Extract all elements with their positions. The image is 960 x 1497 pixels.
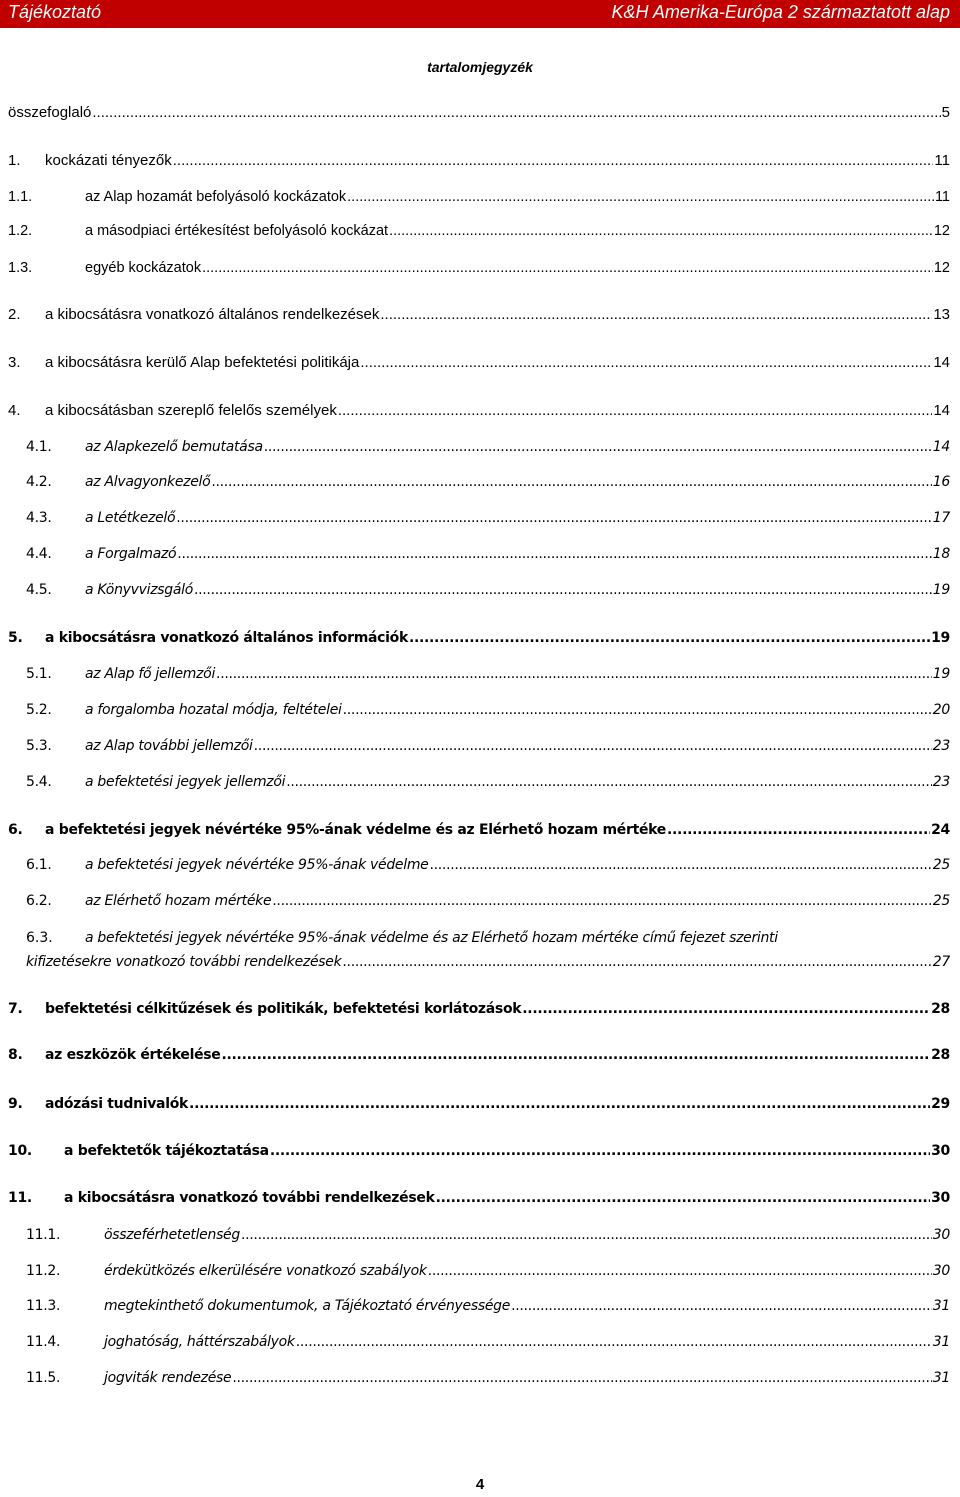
toc-entry-number: 4.2. bbox=[26, 474, 52, 490]
toc-entry-text: az Alap hozamát befolyásoló kockázatok bbox=[85, 189, 347, 205]
toc-entry-text: az eszközök értékelése bbox=[45, 1047, 221, 1063]
toc-entry-number: 11.2. bbox=[26, 1263, 61, 1279]
toc-entry-text: az Alapkezelő bemutatása bbox=[85, 439, 263, 455]
toc-entry-number: 1.1. bbox=[8, 189, 33, 205]
toc-entry-5-2[interactable] bbox=[26, 700, 950, 720]
leader-dots bbox=[92, 103, 940, 123]
toc-entry-text: összefoglaló bbox=[8, 104, 92, 121]
toc-entry-text: a másodpiaci értékesítést befolyásoló kockázat bbox=[85, 223, 389, 239]
leader-dots bbox=[189, 1094, 930, 1114]
leader-dots bbox=[232, 1368, 931, 1388]
leader-dots bbox=[380, 305, 932, 325]
toc-entry-page: 11 bbox=[934, 152, 950, 169]
toc-entry-number: 11.5. bbox=[26, 1370, 61, 1386]
toc-entry-number: 6.2. bbox=[26, 893, 52, 909]
toc-entry-page: 29 bbox=[931, 1096, 950, 1112]
toc-entry-page: 25 bbox=[932, 893, 950, 909]
toc-entry-text: összeférhetetlenség bbox=[104, 1227, 240, 1243]
leader-dots bbox=[194, 580, 932, 600]
toc-entry-text: a befektetési jegyek névértéke 95%-ának védelme és az Elérhető hozam mértéke bbox=[45, 822, 667, 838]
toc-entry-page: 12 bbox=[933, 223, 950, 239]
toc-entry-11-5[interactable] bbox=[26, 1368, 950, 1388]
leader-dots bbox=[296, 1332, 932, 1352]
leader-dots bbox=[241, 1225, 932, 1245]
toc-entry-page: 13 bbox=[933, 306, 950, 323]
leader-dots bbox=[286, 772, 932, 792]
toc-entry-1[interactable] bbox=[8, 151, 950, 171]
toc-entry-10[interactable] bbox=[8, 1141, 950, 1161]
toc-entry-number: 5.4. bbox=[26, 774, 52, 790]
leader-dots bbox=[522, 999, 930, 1019]
leader-dots bbox=[342, 952, 931, 972]
toc-entry-page: 18 bbox=[932, 546, 950, 562]
toc-heading: tartalomjegyzék bbox=[427, 59, 533, 75]
toc-entry-number: 1.3. bbox=[8, 260, 33, 276]
toc-entry-3[interactable] bbox=[8, 353, 950, 373]
toc-entry-page: 30 bbox=[932, 1227, 950, 1243]
toc-entry-text: a Forgalmazó bbox=[85, 546, 177, 562]
toc-entry-4-5[interactable] bbox=[26, 580, 950, 600]
toc-entry-text[interactable]: a befektetési jegyek névértéke 95%-ának védelme és az Elérhető hozam mértéke című fejezet szerinti bbox=[85, 930, 778, 946]
toc-entry-number: 6.3. bbox=[26, 930, 53, 946]
toc-entry-number: 3. bbox=[8, 354, 21, 371]
toc-entry-number: 6.1. bbox=[26, 857, 52, 873]
toc-entry-text: a Könyvvizsgáló bbox=[85, 582, 193, 598]
toc-entry-1-1[interactable] bbox=[8, 187, 950, 207]
toc-entry-6-3[interactable] bbox=[26, 952, 950, 972]
toc-entry-page: 16 bbox=[932, 474, 950, 490]
toc-entry-text: kockázati tényezők bbox=[45, 152, 172, 169]
toc-entry-page: 11 bbox=[934, 189, 950, 205]
toc-entry-page: 19 bbox=[932, 666, 950, 682]
toc-entry-5-3[interactable] bbox=[26, 736, 950, 756]
toc-entry-text: az Alvagyonkezelő bbox=[85, 474, 211, 490]
leader-dots bbox=[216, 664, 932, 684]
toc-entry-page: 14 bbox=[932, 439, 950, 455]
toc-entry-text-continued: kifizetésekre vonatkozó további rendelkezések bbox=[26, 954, 342, 970]
leader-dots bbox=[667, 820, 930, 840]
toc-entry-page: 31 bbox=[932, 1298, 950, 1314]
toc-entry-number: 11. bbox=[8, 1190, 32, 1206]
toc-entry-page: 25 bbox=[932, 857, 950, 873]
toc-entry-6-1[interactable] bbox=[26, 855, 950, 875]
toc-entry-number: 1. bbox=[8, 152, 21, 169]
toc-entry-text: a kibocsátásra vonatkozó általános információk bbox=[45, 630, 408, 646]
toc-entry-number: 11.3. bbox=[26, 1298, 61, 1314]
toc-entry-page: 28 bbox=[931, 1047, 950, 1063]
toc-entry-text: jogviták rendezése bbox=[104, 1370, 232, 1386]
toc-entry-number: 5. bbox=[8, 630, 23, 646]
toc-entry-page: 31 bbox=[932, 1334, 950, 1350]
toc-entry-1-3[interactable] bbox=[8, 258, 950, 278]
leader-dots bbox=[428, 1261, 932, 1281]
toc-entry-number: 5.2. bbox=[26, 702, 52, 718]
leader-dots bbox=[222, 1045, 931, 1065]
toc-entry-8[interactable] bbox=[8, 1045, 950, 1065]
toc-entry-page: 30 bbox=[932, 1263, 950, 1279]
leader-dots bbox=[173, 151, 934, 171]
toc-entry-6[interactable] bbox=[8, 820, 950, 840]
leader-dots bbox=[272, 891, 932, 911]
toc-entry-page: 24 bbox=[931, 822, 950, 838]
toc-entry-text: a kibocsátásra kerülő Alap befektetési politikája bbox=[45, 354, 360, 371]
leader-dots bbox=[360, 353, 932, 373]
toc-entry-number: 4.3. bbox=[26, 510, 52, 526]
toc-entry-1-2[interactable] bbox=[8, 221, 950, 241]
toc-entry-number: 4.5. bbox=[26, 582, 52, 598]
leader-dots bbox=[202, 258, 933, 278]
toc-entry-text: a kibocsátásra vonatkozó további rendelkezések bbox=[64, 1190, 435, 1206]
toc-entry-page: 14 bbox=[933, 402, 950, 419]
header-fund-name: K&H Amerika-Európa 2 származtatott alap bbox=[611, 2, 950, 22]
toc-entry-page: 19 bbox=[932, 582, 950, 598]
toc-entry-text: a kibocsátásra vonatkozó általános rendelkezések bbox=[45, 306, 380, 323]
toc-entry-page: 5 bbox=[941, 104, 950, 121]
toc-entry-number: 5.1. bbox=[26, 666, 52, 682]
toc-entry-text: egyéb kockázatok bbox=[85, 260, 202, 276]
leader-dots bbox=[264, 437, 932, 457]
toc-entry-5[interactable] bbox=[8, 628, 950, 648]
toc-entry-5-4[interactable] bbox=[26, 772, 950, 792]
toc-entry-page: 31 bbox=[932, 1370, 950, 1386]
toc-entry-number: 9. bbox=[8, 1096, 23, 1112]
toc-entry-text: megtekinthető dokumentumok, a Tájékoztató érvényessége bbox=[104, 1298, 511, 1314]
toc-entry-number: 6. bbox=[8, 822, 23, 838]
toc-entry-4-4[interactable] bbox=[26, 544, 950, 564]
toc-entry-4-3[interactable] bbox=[26, 508, 950, 528]
toc-entry-page: 20 bbox=[932, 702, 950, 718]
toc-entry-text: az Elérhető hozam mértéke bbox=[85, 893, 272, 909]
toc-entry-page: 23 bbox=[932, 738, 950, 754]
toc-entry-9[interactable] bbox=[8, 1094, 950, 1114]
leader-dots bbox=[389, 221, 933, 241]
leader-dots bbox=[338, 401, 932, 421]
toc-entry-text: a befektetők tájékoztatása bbox=[64, 1143, 269, 1159]
toc-entry-number: 8. bbox=[8, 1047, 23, 1063]
leader-dots bbox=[409, 628, 930, 648]
toc-entry-page: 30 bbox=[931, 1143, 950, 1159]
page-header bbox=[0, 0, 960, 28]
toc-entry-text: befektetési célkitűzések és politikák, befektetési korlátozások bbox=[45, 1001, 522, 1017]
toc-entry-page: 14 bbox=[933, 354, 950, 371]
toc-entry-11-1[interactable] bbox=[26, 1225, 950, 1245]
toc-entry-number: 7. bbox=[8, 1001, 23, 1017]
leader-dots bbox=[270, 1141, 930, 1161]
toc-entry-4-2[interactable] bbox=[26, 472, 950, 492]
toc-entry-text: a Letétkezelő bbox=[85, 510, 176, 526]
toc-entry-2[interactable] bbox=[8, 305, 950, 325]
toc-entry-page: 28 bbox=[931, 1001, 950, 1017]
toc-entry-number: 4.1. bbox=[26, 439, 52, 455]
leader-dots bbox=[343, 700, 932, 720]
toc-entry-text: az Alap további jellemzői bbox=[85, 738, 253, 754]
leader-dots bbox=[177, 544, 931, 564]
toc-entry-11-3[interactable] bbox=[26, 1296, 950, 1316]
toc-entry-4-1[interactable] bbox=[26, 437, 950, 457]
toc-entry-4[interactable] bbox=[8, 401, 950, 421]
toc-entry-6-2[interactable] bbox=[26, 891, 950, 911]
toc-entry-number: 1.2. bbox=[8, 223, 33, 239]
toc-entry-number: 10. bbox=[8, 1143, 32, 1159]
toc-entry-text: érdekütközés elkerülésére vonatkozó szabályok bbox=[104, 1263, 427, 1279]
toc-entry-text: a befektetési jegyek névértéke 95%-ának védelme bbox=[85, 857, 429, 873]
toc-entry-text: a forgalomba hozatal módja, feltételei bbox=[85, 702, 342, 718]
leader-dots bbox=[254, 736, 932, 756]
toc-entry-number: 4. bbox=[8, 402, 21, 419]
toc-entry-text: a kibocsátásban szereplő felelős személyek bbox=[45, 402, 337, 419]
toc-entry-text: az Alap fő jellemzői bbox=[85, 666, 216, 682]
toc-entry-7[interactable] bbox=[8, 999, 950, 1019]
header-document-title: Tájékoztató bbox=[8, 2, 102, 22]
toc-entry-text: a befektetési jegyek jellemzői bbox=[85, 774, 286, 790]
toc-entry-5-1[interactable] bbox=[26, 664, 950, 684]
toc-entry-11-2[interactable] bbox=[26, 1261, 950, 1281]
toc-entry-text: adózási tudnivalók bbox=[45, 1096, 189, 1112]
toc-entry-11-4[interactable] bbox=[26, 1332, 950, 1352]
toc-entry-text: joghatóság, háttérszabályok bbox=[104, 1334, 295, 1350]
leader-dots bbox=[211, 472, 931, 492]
toc-entry-number: 5.3. bbox=[26, 738, 52, 754]
toc-entry-page: 23 bbox=[932, 774, 950, 790]
toc-entry-11[interactable] bbox=[8, 1188, 950, 1208]
leader-dots bbox=[436, 1188, 931, 1208]
leader-dots bbox=[176, 508, 932, 528]
toc-entry-page: 27 bbox=[932, 954, 950, 970]
toc-entry-number: 4.4. bbox=[26, 546, 52, 562]
toc-entry-page: 12 bbox=[933, 260, 950, 276]
toc-entry-number: 2. bbox=[8, 306, 21, 323]
toc-entry-summary[interactable] bbox=[8, 103, 950, 123]
leader-dots bbox=[429, 855, 931, 875]
toc-entry-page: 30 bbox=[931, 1190, 950, 1206]
toc-entry-page: 19 bbox=[931, 630, 950, 646]
toc-entry-number: 11.4. bbox=[26, 1334, 61, 1350]
leader-dots bbox=[347, 187, 934, 207]
toc-entry-number: 11.1. bbox=[26, 1227, 61, 1243]
leader-dots bbox=[511, 1296, 932, 1316]
page-number: 4 bbox=[475, 1476, 485, 1493]
toc-entry-page: 17 bbox=[932, 510, 950, 526]
